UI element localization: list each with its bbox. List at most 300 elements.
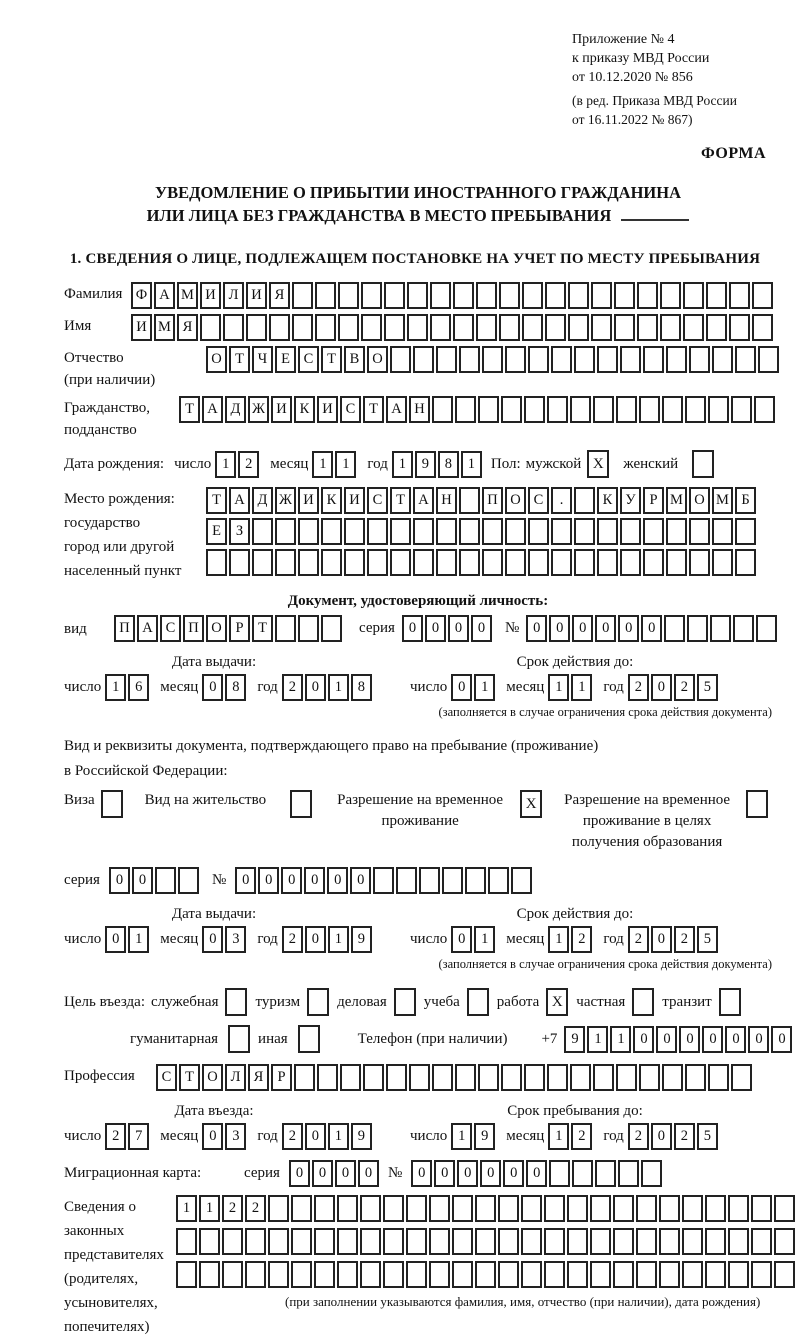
char-cell[interactable] [501,396,522,423]
char-cell[interactable] [544,1228,565,1255]
char-cell[interactable] [528,549,549,576]
char-cell[interactable] [590,1195,611,1222]
char-cell[interactable]: И [271,396,292,423]
char-cell[interactable]: 0 [358,1160,379,1187]
char-cell[interactable] [383,1261,404,1288]
char-cell[interactable] [222,1228,243,1255]
char-cell[interactable] [453,314,474,341]
char-cell[interactable] [637,314,658,341]
char-cell[interactable]: 0 [725,1026,746,1053]
char-cell[interactable]: О [367,346,388,373]
char-cell[interactable]: 0 [503,1160,524,1187]
char-cell[interactable]: 0 [633,1026,654,1053]
char-cell[interactable]: У [620,487,641,514]
char-cell[interactable]: 0 [235,867,256,894]
char-cell[interactable] [505,549,526,576]
char-cell[interactable] [613,1228,634,1255]
char-cell[interactable] [407,282,428,309]
char-cell[interactable] [432,1064,453,1091]
char-cell[interactable] [337,1195,358,1222]
char-cell[interactable]: 2 [282,1123,303,1150]
char-cell[interactable] [482,549,503,576]
char-cell[interactable] [275,518,296,545]
char-cell[interactable]: 0 [549,615,570,642]
char-cell[interactable]: К [321,487,342,514]
char-cell[interactable] [455,1064,476,1091]
char-cell[interactable] [641,1160,662,1187]
char-cell[interactable]: Е [275,346,296,373]
char-cell[interactable]: 0 [305,674,326,701]
char-cell[interactable] [616,396,637,423]
char-cell[interactable]: 8 [438,451,459,478]
char-cell[interactable] [570,1064,591,1091]
char-cell[interactable] [455,396,476,423]
char-cell[interactable] [321,518,342,545]
char-cell[interactable] [574,518,595,545]
char-cell[interactable]: Д [252,487,273,514]
purpose-delovaya-checkbox[interactable] [394,988,416,1016]
char-cell[interactable] [459,346,480,373]
char-cell[interactable] [390,549,411,576]
char-cell[interactable]: 2 [628,926,649,953]
char-cell[interactable] [549,1160,570,1187]
purpose-chastnaya-checkbox[interactable] [632,988,654,1016]
char-cell[interactable]: П [183,615,204,642]
char-cell[interactable]: 0 [526,615,547,642]
char-cell[interactable]: З [229,518,250,545]
char-cell[interactable]: 1 [392,451,413,478]
char-cell[interactable]: 9 [415,451,436,478]
char-cell[interactable]: Т [206,487,227,514]
char-cell[interactable] [155,867,176,894]
char-cell[interactable] [774,1228,795,1255]
char-cell[interactable] [522,282,543,309]
char-cell[interactable]: Л [223,282,244,309]
char-cell[interactable] [545,282,566,309]
char-cell[interactable]: 0 [641,615,662,642]
char-cell[interactable] [361,314,382,341]
char-cell[interactable] [413,518,434,545]
char-cell[interactable]: 0 [425,615,446,642]
char-cell[interactable] [758,346,779,373]
char-cell[interactable]: И [246,282,267,309]
char-cell[interactable] [367,549,388,576]
char-cell[interactable] [488,867,509,894]
char-cell[interactable]: 1 [328,926,349,953]
char-cell[interactable] [406,1195,427,1222]
char-cell[interactable]: 1 [571,674,592,701]
char-cell[interactable]: 2 [105,1123,126,1150]
char-cell[interactable]: 3 [225,1123,246,1150]
char-cell[interactable] [568,314,589,341]
char-cell[interactable] [751,1261,772,1288]
char-cell[interactable] [275,549,296,576]
char-cell[interactable]: 3 [225,926,246,953]
char-cell[interactable] [314,1195,335,1222]
char-cell[interactable]: Т [363,396,384,423]
char-cell[interactable]: 7 [128,1123,149,1150]
char-cell[interactable] [597,518,618,545]
char-cell[interactable]: Б [735,487,756,514]
char-cell[interactable]: 9 [351,926,372,953]
char-cell[interactable]: 1 [548,674,569,701]
char-cell[interactable]: 9 [564,1026,585,1053]
char-cell[interactable] [728,1228,749,1255]
char-cell[interactable]: 0 [451,674,472,701]
char-cell[interactable]: Е [206,518,227,545]
char-cell[interactable] [706,314,727,341]
char-cell[interactable] [246,314,267,341]
char-cell[interactable] [459,487,480,514]
char-cell[interactable]: С [528,487,549,514]
char-cell[interactable] [436,346,457,373]
char-cell[interactable] [637,282,658,309]
char-cell[interactable] [751,1228,772,1255]
char-cell[interactable]: 2 [238,451,259,478]
char-cell[interactable] [774,1261,795,1288]
char-cell[interactable] [465,867,486,894]
char-cell[interactable] [547,1064,568,1091]
char-cell[interactable]: Н [436,487,457,514]
purpose-tranzit-checkbox[interactable] [719,988,741,1016]
char-cell[interactable] [275,615,296,642]
char-cell[interactable] [482,518,503,545]
char-cell[interactable] [574,487,595,514]
char-cell[interactable] [505,518,526,545]
char-cell[interactable] [643,518,664,545]
char-cell[interactable]: 0 [480,1160,501,1187]
char-cell[interactable] [390,518,411,545]
char-cell[interactable] [292,282,313,309]
char-cell[interactable] [595,1160,616,1187]
char-cell[interactable]: А [413,487,434,514]
char-cell[interactable] [636,1261,657,1288]
char-cell[interactable]: И [317,396,338,423]
char-cell[interactable]: М [177,282,198,309]
char-cell[interactable] [572,1160,593,1187]
char-cell[interactable]: 0 [679,1026,700,1053]
char-cell[interactable]: 1 [105,674,126,701]
char-cell[interactable] [521,1195,542,1222]
char-cell[interactable]: О [206,346,227,373]
char-cell[interactable] [729,314,750,341]
char-cell[interactable] [321,615,342,642]
char-cell[interactable] [176,1261,197,1288]
char-cell[interactable]: 0 [105,926,126,953]
char-cell[interactable] [567,1228,588,1255]
char-cell[interactable] [682,1228,703,1255]
char-cell[interactable] [639,396,660,423]
char-cell[interactable] [524,1064,545,1091]
char-cell[interactable]: А [229,487,250,514]
char-cell[interactable] [705,1195,726,1222]
char-cell[interactable] [337,1261,358,1288]
char-cell[interactable] [452,1195,473,1222]
char-cell[interactable] [728,1195,749,1222]
char-cell[interactable]: Т [321,346,342,373]
char-cell[interactable] [453,282,474,309]
char-cell[interactable] [459,518,480,545]
char-cell[interactable]: 1 [328,674,349,701]
char-cell[interactable] [338,282,359,309]
char-cell[interactable]: 1 [461,451,482,478]
temp-permit-checkbox[interactable]: X [520,790,542,818]
char-cell[interactable] [268,1261,289,1288]
char-cell[interactable]: 0 [651,674,672,701]
char-cell[interactable]: Т [390,487,411,514]
char-cell[interactable]: 2 [674,1123,695,1150]
char-cell[interactable] [475,1195,496,1222]
char-cell[interactable] [229,549,250,576]
char-cell[interactable] [178,867,199,894]
char-cell[interactable] [733,615,754,642]
char-cell[interactable] [291,1228,312,1255]
char-cell[interactable] [314,1228,335,1255]
char-cell[interactable] [501,1064,522,1091]
char-cell[interactable]: 9 [351,1123,372,1150]
char-cell[interactable]: 1 [335,451,356,478]
char-cell[interactable] [528,346,549,373]
char-cell[interactable] [396,867,417,894]
char-cell[interactable] [728,1261,749,1288]
char-cell[interactable]: Т [179,396,200,423]
char-cell[interactable]: 0 [702,1026,723,1053]
char-cell[interactable] [383,1195,404,1222]
edu-permit-checkbox[interactable] [746,790,768,818]
char-cell[interactable] [735,549,756,576]
char-cell[interactable] [597,346,618,373]
char-cell[interactable]: А [202,396,223,423]
char-cell[interactable] [752,282,773,309]
char-cell[interactable]: Т [229,346,250,373]
char-cell[interactable] [363,1064,384,1091]
char-cell[interactable] [568,282,589,309]
char-cell[interactable] [754,396,775,423]
char-cell[interactable] [360,1195,381,1222]
char-cell[interactable] [636,1195,657,1222]
char-cell[interactable] [593,396,614,423]
char-cell[interactable] [340,1064,361,1091]
char-cell[interactable] [687,615,708,642]
sex-female-checkbox[interactable] [692,450,714,478]
char-cell[interactable]: 1 [128,926,149,953]
char-cell[interactable] [386,1064,407,1091]
char-cell[interactable]: И [344,487,365,514]
char-cell[interactable]: 0 [618,615,639,642]
char-cell[interactable]: . [551,487,572,514]
char-cell[interactable] [567,1261,588,1288]
char-cell[interactable] [551,518,572,545]
char-cell[interactable]: 0 [656,1026,677,1053]
char-cell[interactable]: 0 [457,1160,478,1187]
char-cell[interactable]: 2 [628,674,649,701]
char-cell[interactable]: Т [179,1064,200,1091]
char-cell[interactable] [712,518,733,545]
char-cell[interactable] [337,1228,358,1255]
char-cell[interactable] [360,1261,381,1288]
char-cell[interactable] [291,1195,312,1222]
char-cell[interactable]: М [666,487,687,514]
char-cell[interactable] [662,396,683,423]
char-cell[interactable] [419,867,440,894]
char-cell[interactable]: 1 [215,451,236,478]
char-cell[interactable]: 1 [474,926,495,953]
char-cell[interactable] [298,518,319,545]
char-cell[interactable] [614,282,635,309]
char-cell[interactable] [344,549,365,576]
char-cell[interactable] [361,282,382,309]
char-cell[interactable] [752,314,773,341]
char-cell[interactable]: 2 [282,674,303,701]
char-cell[interactable]: 8 [351,674,372,701]
residence-permit-checkbox[interactable] [290,790,312,818]
char-cell[interactable] [383,1228,404,1255]
char-cell[interactable]: 1 [176,1195,197,1222]
char-cell[interactable] [432,396,453,423]
char-cell[interactable] [511,867,532,894]
char-cell[interactable] [294,1064,315,1091]
char-cell[interactable]: 0 [281,867,302,894]
char-cell[interactable]: В [344,346,365,373]
char-cell[interactable] [406,1228,427,1255]
char-cell[interactable] [452,1261,473,1288]
char-cell[interactable]: 1 [610,1026,631,1053]
char-cell[interactable] [521,1228,542,1255]
char-cell[interactable] [344,518,365,545]
char-cell[interactable] [664,615,685,642]
char-cell[interactable]: 1 [474,674,495,701]
char-cell[interactable] [712,549,733,576]
char-cell[interactable]: 5 [697,674,718,701]
char-cell[interactable] [712,346,733,373]
char-cell[interactable]: Р [643,487,664,514]
char-cell[interactable] [682,1195,703,1222]
char-cell[interactable]: М [154,314,175,341]
char-cell[interactable]: 0 [109,867,130,894]
char-cell[interactable]: Р [271,1064,292,1091]
char-cell[interactable]: 0 [335,1160,356,1187]
char-cell[interactable] [367,518,388,545]
char-cell[interactable]: 0 [651,1123,672,1150]
char-cell[interactable]: О [206,615,227,642]
char-cell[interactable] [756,615,777,642]
purpose-inaya-checkbox[interactable] [298,1025,320,1053]
char-cell[interactable] [499,282,520,309]
char-cell[interactable] [245,1228,266,1255]
char-cell[interactable] [618,1160,639,1187]
char-cell[interactable] [430,282,451,309]
char-cell[interactable]: 0 [202,1123,223,1150]
char-cell[interactable]: 1 [548,926,569,953]
char-cell[interactable] [593,1064,614,1091]
char-cell[interactable] [706,282,727,309]
char-cell[interactable]: Ч [252,346,273,373]
char-cell[interactable]: 0 [350,867,371,894]
char-cell[interactable] [413,549,434,576]
char-cell[interactable] [409,1064,430,1091]
char-cell[interactable]: О [202,1064,223,1091]
purpose-rabota-checkbox[interactable]: X [546,988,568,1016]
char-cell[interactable]: П [482,487,503,514]
char-cell[interactable] [685,1064,706,1091]
char-cell[interactable] [292,314,313,341]
char-cell[interactable] [683,282,704,309]
char-cell[interactable]: 0 [258,867,279,894]
char-cell[interactable] [636,1228,657,1255]
char-cell[interactable]: Д [225,396,246,423]
char-cell[interactable]: Ф [131,282,152,309]
char-cell[interactable]: О [505,487,526,514]
char-cell[interactable] [223,314,244,341]
char-cell[interactable]: Я [248,1064,269,1091]
char-cell[interactable] [476,314,497,341]
char-cell[interactable]: 0 [572,615,593,642]
char-cell[interactable]: С [298,346,319,373]
char-cell[interactable] [429,1195,450,1222]
char-cell[interactable] [614,314,635,341]
char-cell[interactable]: К [294,396,315,423]
char-cell[interactable] [660,314,681,341]
char-cell[interactable] [731,1064,752,1091]
char-cell[interactable] [567,1195,588,1222]
char-cell[interactable]: 1 [328,1123,349,1150]
char-cell[interactable]: 9 [474,1123,495,1150]
char-cell[interactable] [521,1261,542,1288]
char-cell[interactable] [452,1228,473,1255]
char-cell[interactable]: 1 [199,1195,220,1222]
char-cell[interactable] [708,1064,729,1091]
char-cell[interactable] [252,549,273,576]
char-cell[interactable]: Н [409,396,430,423]
char-cell[interactable] [660,282,681,309]
char-cell[interactable]: И [298,487,319,514]
char-cell[interactable] [429,1261,450,1288]
char-cell[interactable] [666,346,687,373]
char-cell[interactable] [545,314,566,341]
char-cell[interactable] [705,1261,726,1288]
char-cell[interactable]: 0 [771,1026,792,1053]
char-cell[interactable]: 2 [628,1123,649,1150]
char-cell[interactable]: 5 [697,926,718,953]
char-cell[interactable] [321,549,342,576]
char-cell[interactable]: 0 [202,674,223,701]
char-cell[interactable] [574,549,595,576]
char-cell[interactable] [522,314,543,341]
char-cell[interactable]: 1 [451,1123,472,1150]
char-cell[interactable]: А [137,615,158,642]
char-cell[interactable]: 5 [697,1123,718,1150]
char-cell[interactable] [499,314,520,341]
char-cell[interactable] [315,314,336,341]
char-cell[interactable]: О [689,487,710,514]
char-cell[interactable]: 0 [471,615,492,642]
char-cell[interactable]: С [160,615,181,642]
char-cell[interactable] [639,1064,660,1091]
char-cell[interactable]: 0 [526,1160,547,1187]
char-cell[interactable]: 2 [674,926,695,953]
char-cell[interactable]: Ж [248,396,269,423]
char-cell[interactable] [666,518,687,545]
char-cell[interactable]: Т [252,615,273,642]
visa-checkbox[interactable] [101,790,123,818]
char-cell[interactable] [429,1228,450,1255]
char-cell[interactable] [384,314,405,341]
char-cell[interactable] [315,282,336,309]
char-cell[interactable] [683,314,704,341]
char-cell[interactable]: 0 [434,1160,455,1187]
purpose-ucheba-checkbox[interactable] [467,988,489,1016]
char-cell[interactable] [735,346,756,373]
